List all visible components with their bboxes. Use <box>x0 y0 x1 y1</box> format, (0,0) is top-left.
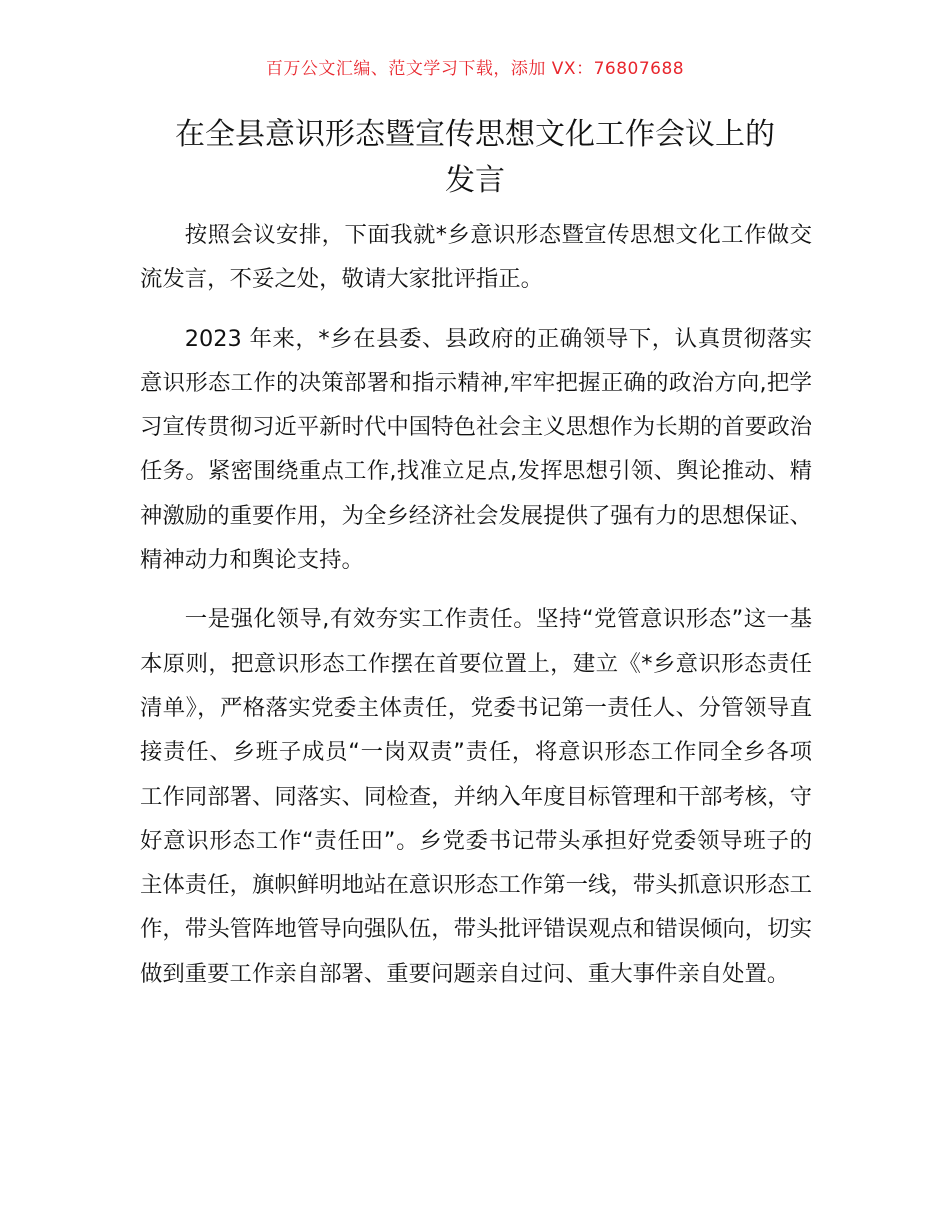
title-line-2: 发言 <box>445 163 505 198</box>
document-title <box>130 112 820 204</box>
paragraph-intro: 按照会议安排，下面我就*乡意识形态暨宣传思想文化工作做交流发言，不妥之处，敬请大家批评指正。 <box>140 222 812 293</box>
paragraph-point-one: 一是强化领导,有效夯实工作责任。坚持“党管意识形态”这一基本原则，把意识形态工作摆在首要位置上，建立《*乡意识形态责任清单》，严格落实党委主体责任，党委书记第一责任人、分管领导直接责任、乡班子成员“一岗双责”责任，将意识形态工作同全乡各项工作同部署、同落实、同检查，并纳入年度目标管理和干部考核，守好意识形态工作“责任田”。乡党委书记带头承担好党委领导班子的主体责任，旗帜鲜明地站在意识形态工作第一线，带头抓意识形态工作，带头管阵地管导向强队伍，带头批评错误观点和错误倾向，切实做到重要工作亲自部署、重要问题亲自过问、重大事件亲自处置。 <box>140 606 812 987</box>
title-line-1: 在全县意识形态暨宣传思想文化工作会议上的 <box>175 117 775 152</box>
header-banner: 百万公文汇编、范文学习下载，添加 VX：76807688 <box>265 59 685 79</box>
document-body <box>140 213 812 1011</box>
paragraph-summary: 2023 年来，*乡在县委、县政府的正确领导下，认真贯彻落实意识形态工作的决策部署和指示精神,牢牢把握正确的政治方向,把学习宣传贯彻习近平新时代中国特色社会主义思想作为长期的首要政治任务。紧密围绕重点工作,找准立足点,发挥思想引领、舆论推动、精神激励的重要作用，为全乡经济社会发展提供了强有力的思想保证、精神动力和舆论支持。 <box>140 325 812 574</box>
